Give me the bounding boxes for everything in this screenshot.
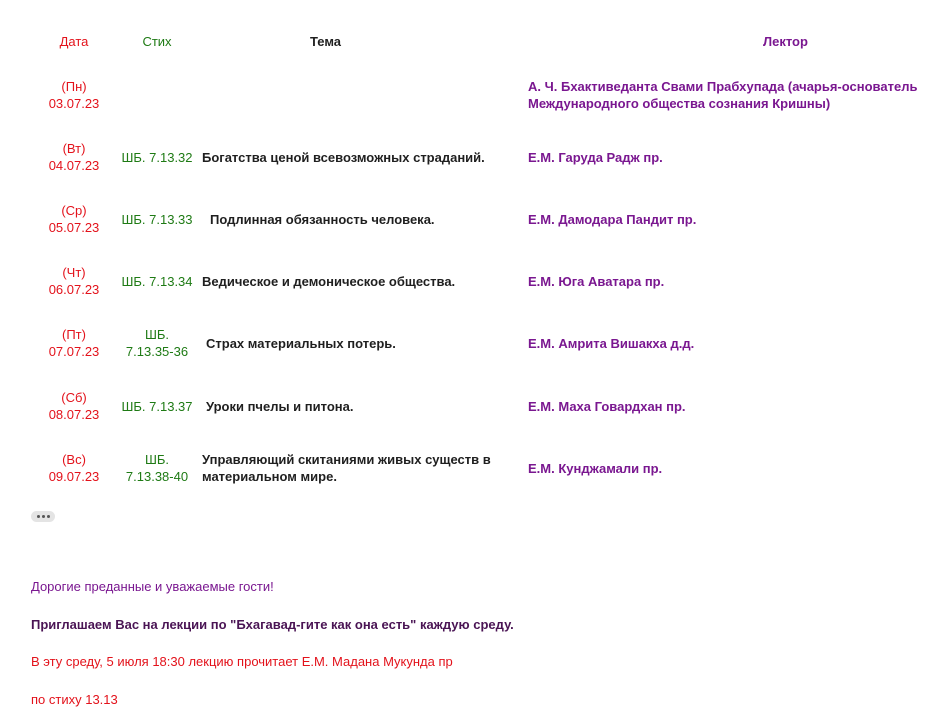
verse-number: 7.13.35-36 <box>125 344 189 359</box>
date-cell <box>35 443 113 493</box>
lector-cell: Е.М. Гаруда Радж пр. <box>528 149 663 165</box>
header-date: Дата <box>59 33 89 49</box>
date-label: 04.07.23 <box>48 158 100 173</box>
greeting-text: Дорогие преданные и уважаемые гости! <box>31 579 274 594</box>
date-label: 03.07.23 <box>48 96 100 111</box>
topic-cell: Страх материальных потерь. <box>206 335 396 351</box>
topic-cell: Уроки пчелы и питона. <box>206 398 354 414</box>
date-label: 08.07.23 <box>48 407 100 422</box>
date-cell <box>35 194 113 244</box>
verse-cell: ШБ. 7.13.34 <box>121 273 193 289</box>
lector-cell: Е.М. Юга Аватара пр. <box>528 273 665 289</box>
date-cell <box>35 70 113 120</box>
topic-cell: Ведическое и демоническое общества. <box>202 273 456 289</box>
ellipsis-icon <box>37 515 40 518</box>
date-label: 09.07.23 <box>48 469 100 484</box>
header-lector: Лектор <box>763 33 808 49</box>
date-label: 06.07.23 <box>48 282 100 297</box>
verse-cell <box>112 70 202 120</box>
table-row <box>0 381 933 431</box>
date-label: 05.07.23 <box>48 220 100 235</box>
lector-cell: Е.М. Амрита Вишакха д.д. <box>528 335 695 351</box>
table-row <box>0 318 933 368</box>
header-topic: Тема <box>310 33 342 49</box>
verse-book: ШБ. <box>144 452 170 467</box>
lector-cell: А. Ч. Бхактиведанта Свами Прабхупада (ачарья-основатель Международного общества сознания Кришны) <box>528 79 918 111</box>
day-label: (Вт) <box>62 141 86 156</box>
date-cell <box>35 318 113 368</box>
show-more-button[interactable] <box>31 511 55 522</box>
verse-cell: ШБ. 7.13.33 <box>121 211 193 227</box>
day-label: (Пт) <box>62 327 86 342</box>
ellipsis-icon <box>42 515 45 518</box>
table-row <box>0 70 933 120</box>
verse-cell <box>112 318 202 368</box>
table-row <box>0 256 933 306</box>
header-verse: Стих <box>142 33 172 49</box>
day-label: (Сб) <box>61 390 87 405</box>
date-label: 07.07.23 <box>48 344 100 359</box>
date-cell <box>35 132 113 182</box>
verse-cell: ШБ. 7.13.32 <box>121 149 193 165</box>
table-header <box>0 16 933 66</box>
date-cell <box>35 381 113 431</box>
topic-cell: Управляющий скитаниями живых существ в материальном мире. <box>202 452 491 484</box>
table-row <box>0 132 933 182</box>
event-text: В эту среду, 5 июля 18:30 лекцию прочитает Е.М. Мадана Мукунда пр <box>31 654 453 669</box>
event-verse-text: по стиху 13.13 <box>31 692 118 707</box>
date-cell <box>35 256 113 306</box>
topic-cell: Богатства ценой всевозможных страданий. <box>202 149 485 165</box>
day-label: (Чт) <box>62 265 86 280</box>
lector-cell: Е.М. Кунджамали пр. <box>528 460 663 476</box>
verse-cell <box>112 443 202 493</box>
day-label: (Пн) <box>61 79 87 94</box>
topic-cell <box>202 70 518 120</box>
lector-cell: Е.М. Маха Говардхан пр. <box>528 398 686 414</box>
topic-cell: Подлинная обязанность человека. <box>210 211 435 227</box>
verse-number: 7.13.38-40 <box>125 469 189 484</box>
ellipsis-icon <box>47 515 50 518</box>
verse-book: ШБ. <box>144 327 170 342</box>
table-row <box>0 194 933 244</box>
day-label: (Вс) <box>62 452 86 467</box>
verse-cell: ШБ. 7.13.37 <box>121 398 193 414</box>
lector-cell: Е.М. Дамодара Пандит пр. <box>528 211 697 227</box>
invitation-text: Приглашаем Вас на лекции по "Бхагавад-гите как она есть" каждую среду. <box>31 617 514 632</box>
table-row <box>0 443 933 493</box>
day-label: (Ср) <box>61 203 87 218</box>
